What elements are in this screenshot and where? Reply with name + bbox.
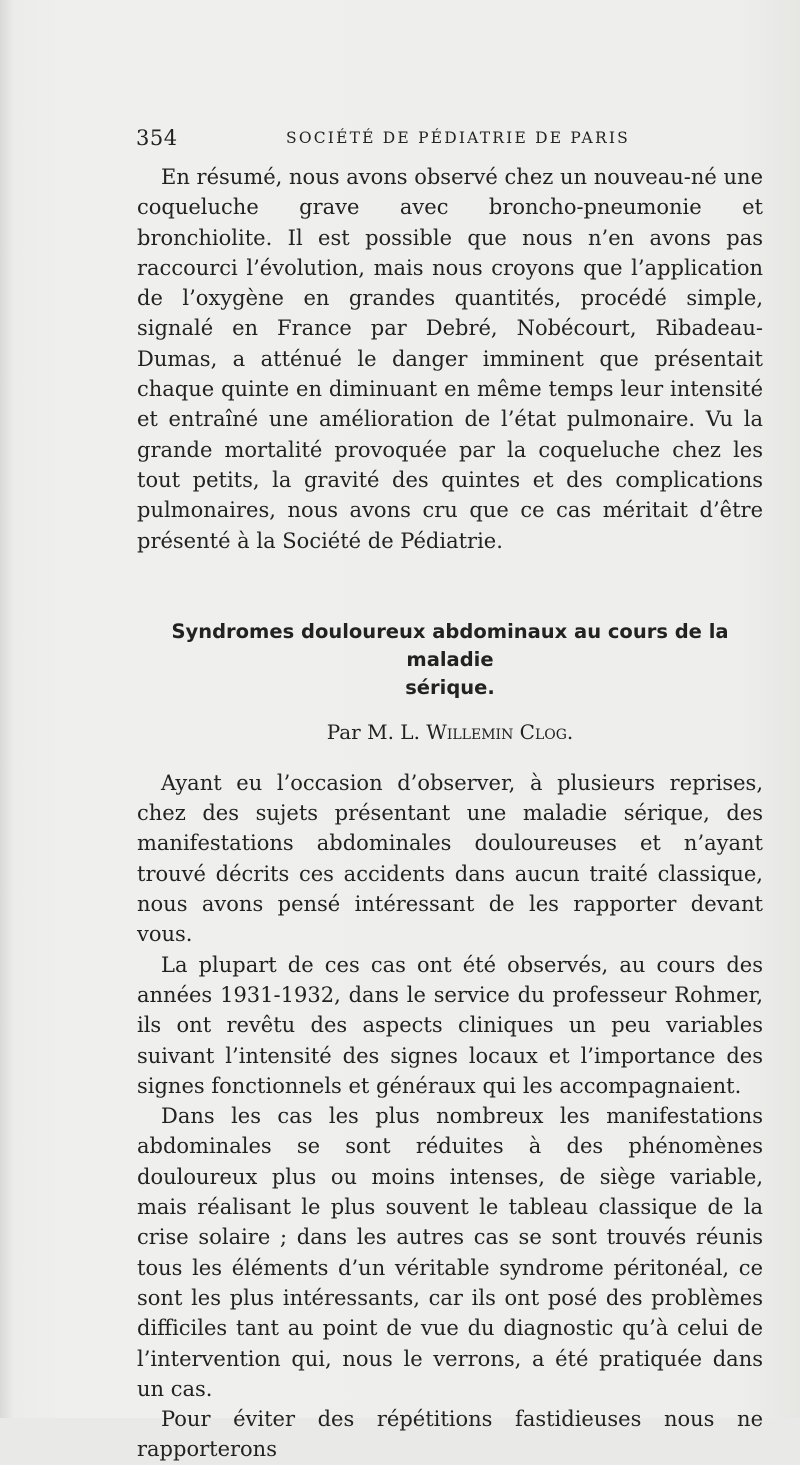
article-title [137, 618, 763, 702]
article-title-line-2: sérique. [405, 675, 495, 699]
paragraph-closing: Pour éviter des répétitions fastidieuses nous ne rapporterons [137, 1407, 763, 1462]
page-number: 354 [136, 126, 178, 150]
author-name: Willemin Clog. [426, 719, 574, 744]
article-title-line-1: Syndromes douloureux abdominaux au cours de la maladie [171, 619, 729, 671]
running-title: SOCIÉTÉ DE PÉDIATRIE DE PARIS [286, 129, 630, 147]
paragraph-introduction: Ayant eu l’occasion d’observer, à plusieurs reprises, chez des sujets présentant une maladie sérique, des manifestations abdominales douloureuses et n’ayant trouvé décrits ces accidents dans aucun traité classique, nous avons pensé intéressant de les rapporter devant vous. [137, 770, 763, 947]
author-prefix: Par M. L. [326, 719, 420, 744]
article-author [137, 718, 763, 746]
paragraph-summary: En résumé, nous avons observé chez un nouveau-né une coqueluche grave avec broncho-pneumonie et bronchiolite. Il est possible que nous n’en avons pas raccourci l’évolution, mais nous croyons que l’application de l’oxygène en grandes quantités, procédé simple, signalé en France par Debré, Nobécourt, Ribadeau-Dumas, a atténué le danger imminent que présentait chaque quinte en diminuant en même temps leur intensité et entraîné une amélioration de l’état pulmonaire. Vu la grande mortalité provoquée par la coqueluche chez les tout petits, la gravité des quintes et des complications pulmonaires, nous avons cru que ce cas méritait d’être présenté à la Société de Pédiatrie. [137, 165, 763, 553]
page-body [137, 162, 763, 1465]
page-header [136, 126, 764, 156]
paragraph-manifestations: Dans les cas les plus nombreux les manifestations abdominales se sont réduites à des phénomènes douloureux plus ou moins intenses, de siège variable, mais réalisant le plus souvent le tableau classique de la crise solaire ; dans les autres cas se sont trouvés réunis tous les éléments d’un véritable syndrome péritonéal, ce sont les plus intéressants, car ils ont posé des problèmes difficiles tant au point de vue du diagnostic qu’à celui de l’intervention qui, nous le verrons, a été pratiquée dans un cas. [137, 1104, 763, 1401]
paragraph-cases: La plupart de ces cas ont été observés, au cours des années 1931-1932, dans le service du professeur Rohmer, ils ont revêtu des aspects cliniques un peu variables suivant l’intensité des signes locaux et l’importance des signes fonctionnels et généraux qui les accompagnaient. [137, 952, 763, 1098]
